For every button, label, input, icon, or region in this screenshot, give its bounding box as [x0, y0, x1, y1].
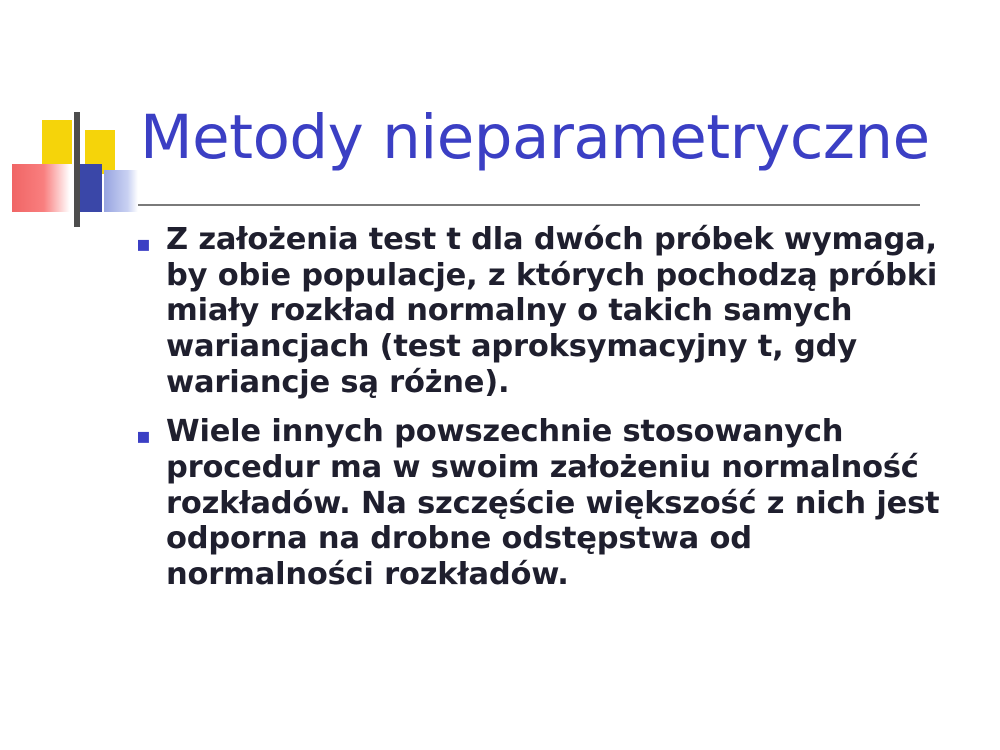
logo-square-red	[12, 164, 70, 212]
logo-square-blue-light	[104, 170, 138, 212]
page-title: Metody nieparametryczne	[140, 102, 930, 173]
logo-vertical-bar	[74, 112, 80, 227]
logo-square-yellow-left	[42, 120, 72, 164]
bullet-marker-icon: ▪	[136, 424, 151, 450]
list-item	[136, 222, 966, 400]
bullet-marker-icon: ▪	[136, 232, 151, 257]
list-item-text: Wiele innych powszechnie stosowanych procedur ma w swoim założeniu normalność rozkładów. Na szczęście większość z nich jest odporna na drobne odstępstwa od normalności rozkładów.	[166, 414, 940, 593]
bullet-list	[136, 222, 966, 607]
title-divider	[138, 204, 920, 206]
list-item-text: Z założenia test t dla dwóch próbek wymaga, by obie populacje, z których pochodzą próbki miały rozkład normalny o takich samych wariancjach (test aproksymacyjny t, gdy wariancje są różne).	[166, 222, 938, 400]
list-item	[136, 414, 966, 592]
title-block	[0, 92, 1000, 217]
decorative-logo-icon	[12, 112, 132, 222]
